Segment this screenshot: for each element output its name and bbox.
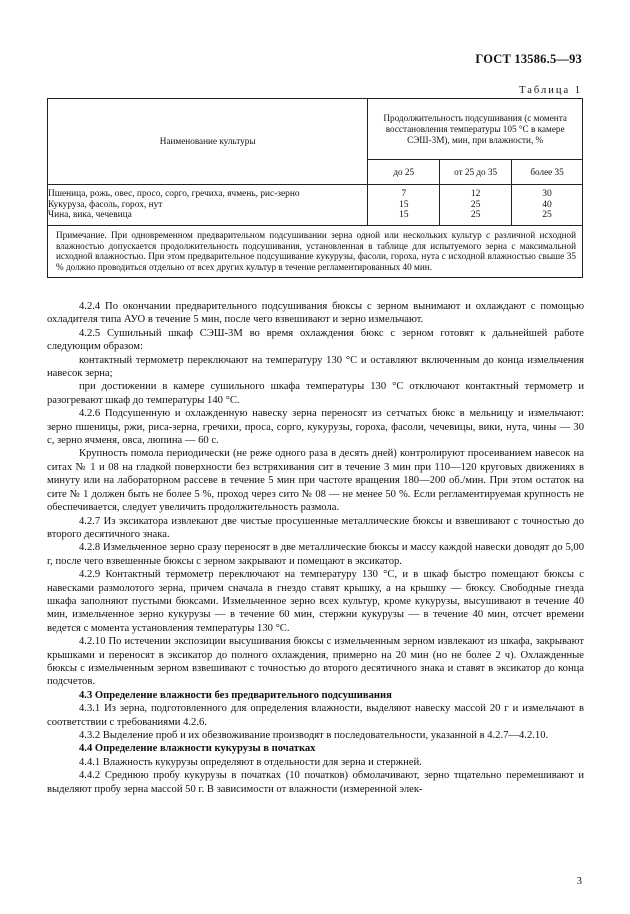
crop-name-2: Кукуруза, фасоль, горох, нут	[48, 199, 163, 210]
drying-time-table	[47, 98, 583, 278]
values-up-to-25	[368, 185, 440, 226]
subheader-25-to-35: от 25 до 35	[440, 160, 512, 185]
paragraph-4-2-10: 4.2.10 По истечении экспозиции высушивания бюксы с измельченным зерном извлекают из шкафа, закрывают крышками и переносят в эксикатор до полного охлаждения, примерно на 20 мин (но не более 2 ч). Охлажденные бюксы с измельченным зерном взвешивают с точностью до второго десятичного знака и ставят в эксикатор до конца подсчетов.	[47, 636, 584, 688]
paragraph-4-2-4: 4.2.4 По окончании предварительного подсушивания бюксы с зерном вынимают и охлаждают с помощью охладителя типа АУО в течение 5 мин, после чего взвешивают и зерно измельчают.	[47, 301, 584, 326]
table-caption: Таблица 1	[519, 85, 582, 96]
paragraph-4-2-6: 4.2.6 Подсушенную и охлажденную навеску зерна переносят из сетчатых бюкс в мельницу и измельчают: зерно пшеницы, ржи, риса-зерна, гречихи, проса, сорго, кукурузы, гороха, фасоли, чечевицы, вики, нута, чины — 30 с, зерно ячменя, овса, люпина — 60 с.	[47, 408, 584, 447]
value-r3-c3: 25	[542, 209, 552, 221]
subheader-up-to-25: до 25	[368, 160, 440, 185]
value-r1-c3: 30	[542, 188, 552, 199]
crop-names-cell	[48, 185, 368, 226]
paragraph-grind-size: Крупность помола периодически (не реже одного раза в десять дней) контролируют просеиванием навесок на ситах № 1 и 08 на гладкой поверхности без встряхивания сит в течение 3 мин при 110—120 круговых движениях в минуту или на лабораторном рассеве в течение 5 мин при частоте вращения 180—200 об./мин. При этом остаток на сите № 1 должен быть не более 5 %, проход через сито № 08 — не менее 50 %. Если регламентируемая крупность не обеспечивается, следует увеличить продолжительность размола.	[47, 448, 584, 514]
value-r2-c1: 15	[398, 198, 409, 210]
page-number: 3	[576, 876, 582, 887]
paragraph-heating: при достижении в камере сушильного шкафа температуры 130 °С отключают контактный термометр и разогревают шкаф до температуры 140 °С.	[47, 381, 584, 406]
paragraph-4-2-7: 4.2.7 Из эксикатора извлекают две чистые просушенные металлические бюксы и взвешивают с точностью до второго десятичного знака.	[47, 515, 584, 540]
value-r2-c3: 40	[542, 198, 552, 210]
crop-name-1: Пшеница, рожь, овес, просо, сорго, гречиха, ячмень, рис-зерно	[48, 189, 300, 199]
paragraph-4-4-2: 4.4.2 Среднюю пробу кукурузы в початках (10 початков) обмолачивают, зерно тщательно перемешивают и выделяют пробу зерна массой 50 г. В зависимости от влажности (измеренной элек-	[47, 770, 584, 795]
section-heading-4-4: 4.4 Определение влажности кукурузы в початках	[79, 743, 316, 755]
document-header: ГОСТ 13586.5—93	[475, 52, 582, 66]
value-r3-c1: 15	[398, 209, 409, 221]
subheader-over-35: более 35	[512, 160, 583, 185]
paragraph-4-3-1: 4.3.1 Из зерна, подготовленного для определения влажности, выделяют навеску массой 20 г и измельчают в соответствии с требованиями 4.2.6.	[47, 703, 584, 728]
values-25-to-35	[440, 185, 512, 226]
paragraph-4-2-8: 4.2.8 Измельченное зерно сразу переносят в две металлические бюксы и массу каждой навески доводят до 5,00 г, после чего взвешенные бюксы с зерном закрывают и помещают в эксикатор.	[47, 542, 584, 567]
paragraph-thermometer-switch: контактный термометр переключают на температуру 130 °С и оставляют включенным до конца измельчения навесок зерна;	[47, 354, 584, 380]
paragraph-4-3-2: 4.3.2 Выделение проб и их обезвоживание производят в последовательности, указанной в 4.2.7—4.2.10.	[79, 730, 549, 741]
table-note: Примечание. При одновременном предварительном подсушивании зерна одной или нескольких культур с различной исходной влажностью допускается продолжительность подсушивания, установленная в таблице для испытуемого зерна с максимальной исходной влажностью. При этом предварительное подсушивание кукурузы, фасоли, гороха, нута с исходной влажностью свыше 35 % должно проводиться отдельно от всех других культур в течение регламентированных 40 мин.	[48, 225, 583, 277]
value-r1-c1: 7	[401, 188, 407, 199]
paragraph-4-2-5: 4.2.5 Сушильный шкаф СЭШ-3М во время охлаждения бюкс с зерном готовят к дальнейшей работе следующим образом:	[47, 327, 584, 353]
duration-header: Продолжительность подсушивания (с момента восстановления температуры 105 °С в камере СЭШ-3М), мин, при влажности, %	[368, 99, 583, 160]
value-r1-c2: 12	[470, 188, 481, 199]
table-body-row	[48, 185, 583, 226]
crop-name-header: Наименование культуры	[48, 99, 368, 185]
body-text	[47, 300, 584, 796]
section-heading-4-3: 4.3 Определение влажности без предварительного подсушивания	[79, 689, 392, 701]
paragraph-4-4-1: 4.4.1 Влажность кукурузы определяют в отдельности для зерна и стержней.	[79, 756, 422, 768]
values-over-35	[512, 185, 583, 226]
value-r3-c2: 25	[470, 209, 481, 221]
value-r2-c2: 25	[470, 198, 481, 210]
crop-name-3: Чина, вика, чечевица	[48, 210, 132, 221]
paragraph-4-2-9: 4.2.9 Контактный термометр переключают на температуру 130 °С, и в шкаф быстро помещают бюксы с навесками размолотого зерна, причем сначала в гнездо ставят крышку, а на крышку — бюксу. Свободные гнезда шкафа заполняют пустыми бюксами. Измельченное зерно всех культур, кроме кукурузы, высушивают в течение 40 мин, измельченное зерно кукурузы — в течение 60 мин, стержни кукурузы — в течение 40 мин, отсчет времени ведется с момента установления температуры 130 °С.	[47, 569, 584, 634]
